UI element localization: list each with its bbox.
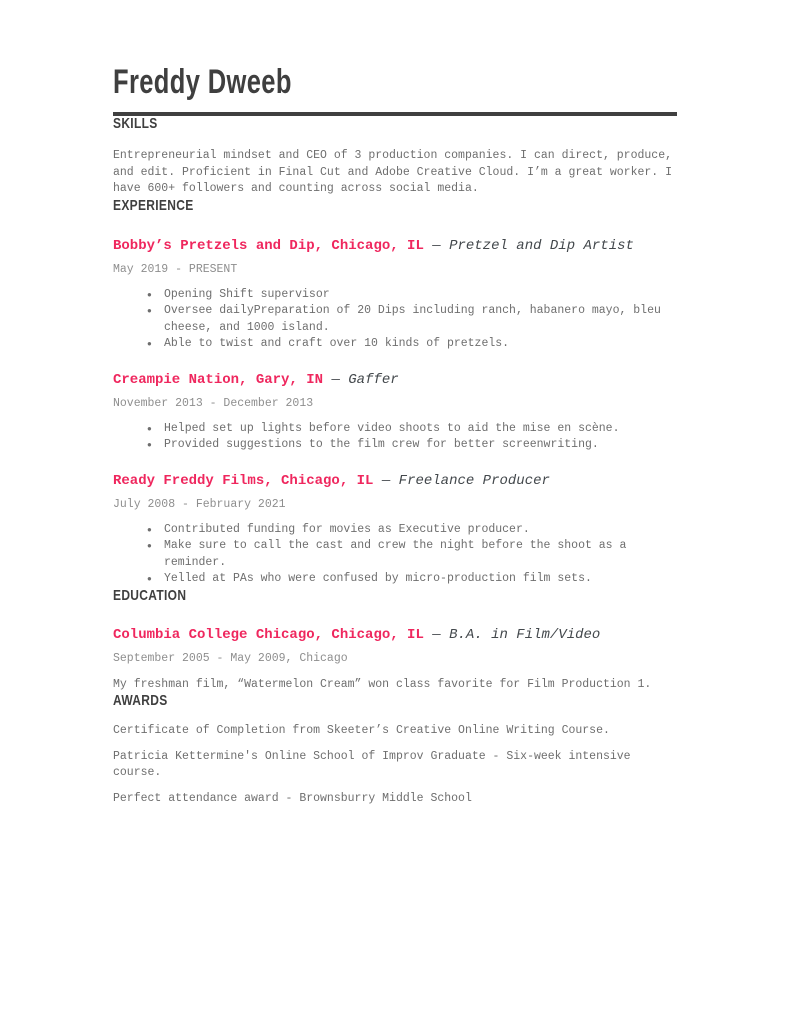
job-dates: May 2019 - PRESENT: [113, 262, 238, 276]
job-dates: July 2008 - February 2021: [113, 497, 286, 511]
job-bullet: ● Opening Shift supervisor: [113, 287, 677, 304]
job-entry: [113, 373, 677, 454]
job-role: Freelance Producer: [398, 472, 550, 489]
awards-section-heading: AWARDS: [113, 692, 168, 709]
education-dates: September 2005 - May 2009, Chicago: [113, 651, 348, 665]
job-bullet-list: [113, 522, 677, 588]
em-dash: —: [381, 472, 391, 489]
job-role: Pretzel and Dip Artist: [449, 237, 634, 254]
job-bullet: ● Oversee dailyPreparation of 20 Dips including ranch, habanero mayo, bleu cheese, and 1000 island.: [113, 303, 677, 336]
job-bullet: ● Make sure to call the cast and crew the night before the shoot as a reminder.: [113, 538, 677, 571]
education-section-heading: EDUCATION: [113, 586, 187, 604]
education-degree: B.A. in Film/Video: [449, 626, 601, 643]
resume-content: [113, 62, 677, 807]
job-company: Creampie Nation, Gary, IN: [113, 371, 324, 388]
job-entry: [113, 474, 677, 588]
job-role: Gaffer: [348, 371, 399, 388]
job-bullet: ● Contributed funding for movies as Executive producer.: [113, 522, 677, 539]
job-company: Ready Freddy Films, Chicago, IL: [113, 472, 374, 489]
skills-paragraph: Entrepreneurial mindset and CEO of 3 production companies. I can direct, produce, and edit. Proficient in Final Cut and Adobe Creative Cloud. I’m a great worker. I have 600+ followers and counting across social media.: [113, 149, 672, 195]
em-dash: —: [432, 626, 441, 643]
education-note: My freshman film, “Watermelon Cream” won class favorite for Film Production 1.: [113, 677, 652, 691]
person-name-text: Freddy Dweeb: [113, 63, 292, 101]
job-entry: [113, 239, 677, 353]
job-bullet-list: [113, 287, 677, 353]
job-bullet: ● Helped set up lights before video shoots to aid the mise en scène.: [113, 421, 677, 438]
job-company: Bobby’s Pretzels and Dip, Chicago, IL: [113, 237, 424, 254]
award-item: Perfect attendance award - Brownsburry Middle School: [113, 791, 472, 805]
job-bullet: ● Provided suggestions to the film crew for better screenwriting.: [113, 437, 677, 454]
job-title-line: [113, 474, 677, 488]
job-title-line: [113, 239, 677, 253]
job-dates: November 2013 - December 2013: [113, 396, 314, 410]
skills-section-heading: SKILLS: [113, 115, 158, 132]
award-item: Certificate of Completion from Skeeter’s Creative Online Writing Course.: [113, 724, 610, 737]
em-dash: —: [331, 371, 340, 388]
education-school: Columbia College Chicago, Chicago, IL: [113, 626, 424, 643]
em-dash: —: [432, 237, 441, 254]
education-title-line: [113, 628, 677, 642]
job-bullet-list: [113, 421, 677, 454]
award-item: Patricia Kettermine's Online School of Improv Graduate - Six-week intensive course.: [113, 749, 631, 779]
experience-section-heading: EXPERIENCE: [113, 196, 194, 214]
person-name: [113, 62, 677, 102]
job-title-line: [113, 373, 677, 387]
job-bullet: ● Able to twist and craft over 10 kinds of pretzels.: [113, 336, 677, 353]
education-entry: [113, 628, 677, 694]
job-bullet: ● Yelled at PAs who were confused by micro-production film sets.: [113, 571, 677, 588]
